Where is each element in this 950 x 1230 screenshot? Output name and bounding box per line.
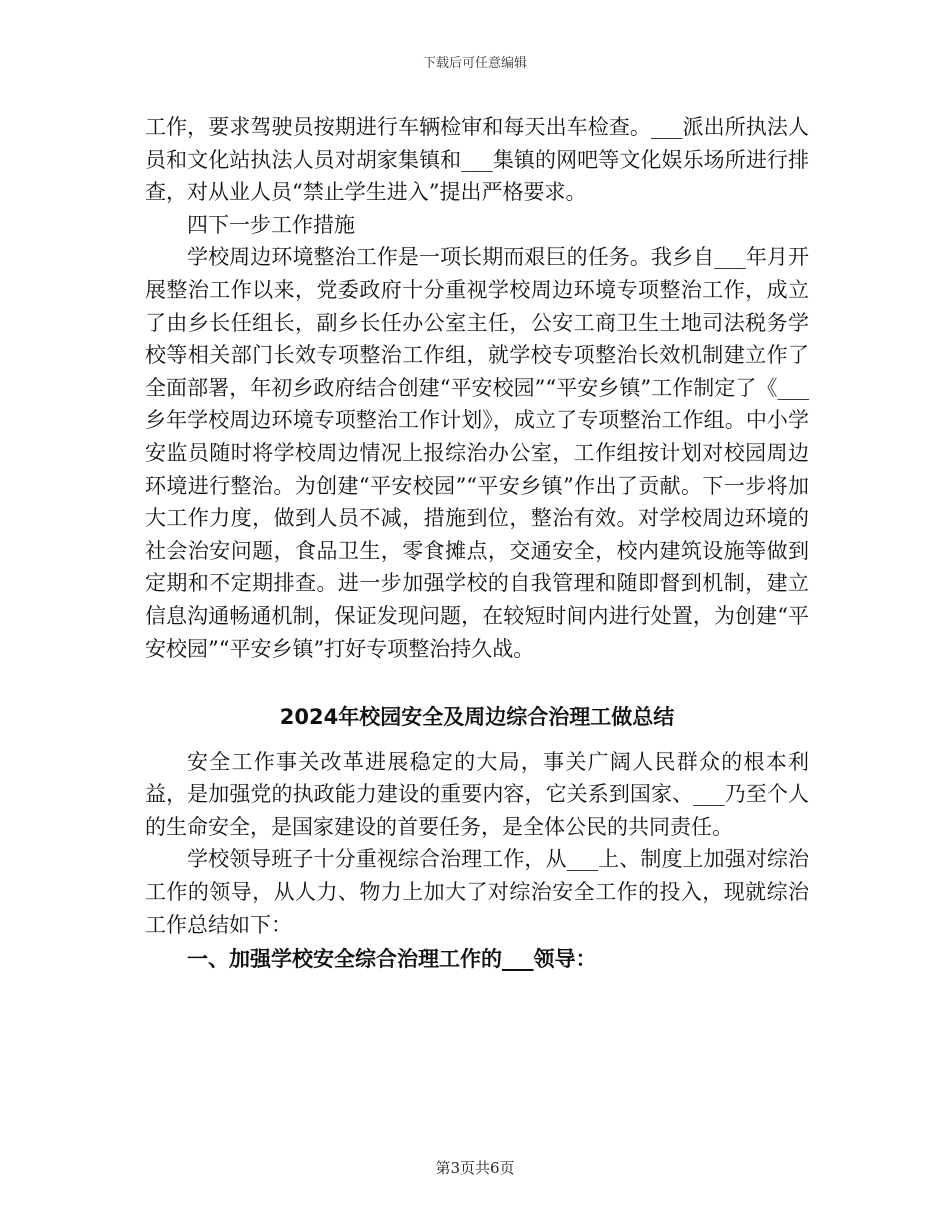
page-number-footer: 第3页共6页 (435, 1159, 515, 1177)
paragraph-vehicle-inspection: 工作，要求驾驶员按期进行车辆检审和每天出车检查。___派出所执法人员和文化站执法人员对胡家集镇和___集镇的网吧等文化娱乐场所进行排查，对从业人员“禁止学生进入”提出严格要求。 (145, 115, 809, 205)
paragraph-safety-importance: 安全工作事关改革进展稳定的大局，事关广阔人民群众的根本利益，是加强党的执政能力建设的重要内容，它关系到国家、___乃至个人的生命安全，是国家建设的首要任务，是全体公民的共同责任。 (145, 749, 809, 839)
paragraph-rectification-work: 学校周边环境整治工作是一项长期而艰巨的任务。我乡自___年月开展整治工作以来，党委政府十分重视学校周边环境专项整治工作，成立了由乡长任组长，副乡长任办公室主任，公安工商卫生土地司法税务学校等相关部门长效专项整治工作组，就学校专项整治长效机制建立作了全面部署，年初乡政府结合创建“平安校园”“平安乡镇”工作制定了《___乡年学校周边环境专项整治工作计划》，成立了专项整治工作组。中小学安监员随时将学校周边情况上报综治办公室，工作组按计划对校园周边环境进行整治。为创建“平安校园”“平安乡镇”作出了贡献。下一步将加大工作力度，做到人员不减，措施到位，整治有效。对学校周边环境的社会治安问题，食品卫生，零食摊点，交通安全，校内建筑设施等做到定期和不定期排查。进一步加强学校的自我管理和随即督到机制，建立信息沟通畅通机制，保证发现问题，在较短时间内进行处置，为创建“平安校园”“平安乡镇”打好专项整治持久战。 (145, 245, 809, 661)
document-title: 2024年校园安全及周边综合治理工做总结 (279, 705, 675, 730)
paragraph-leadership-attention: 学校领导班子十分重视综合治理工作，从___上、制度上加强对综治工作的领导，从人力、物力上加大了对综治安全工作的投入，现就综治工作总结如下： (145, 847, 809, 937)
section-heading-1: 一、加强学校安全综合治理工作的___领导： (187, 947, 597, 972)
document-body (145, 111, 809, 976)
page-header-note: 下载后可任意编辑 (422, 56, 527, 71)
subheading-next-steps: 四下一步工作措施 (187, 212, 355, 237)
